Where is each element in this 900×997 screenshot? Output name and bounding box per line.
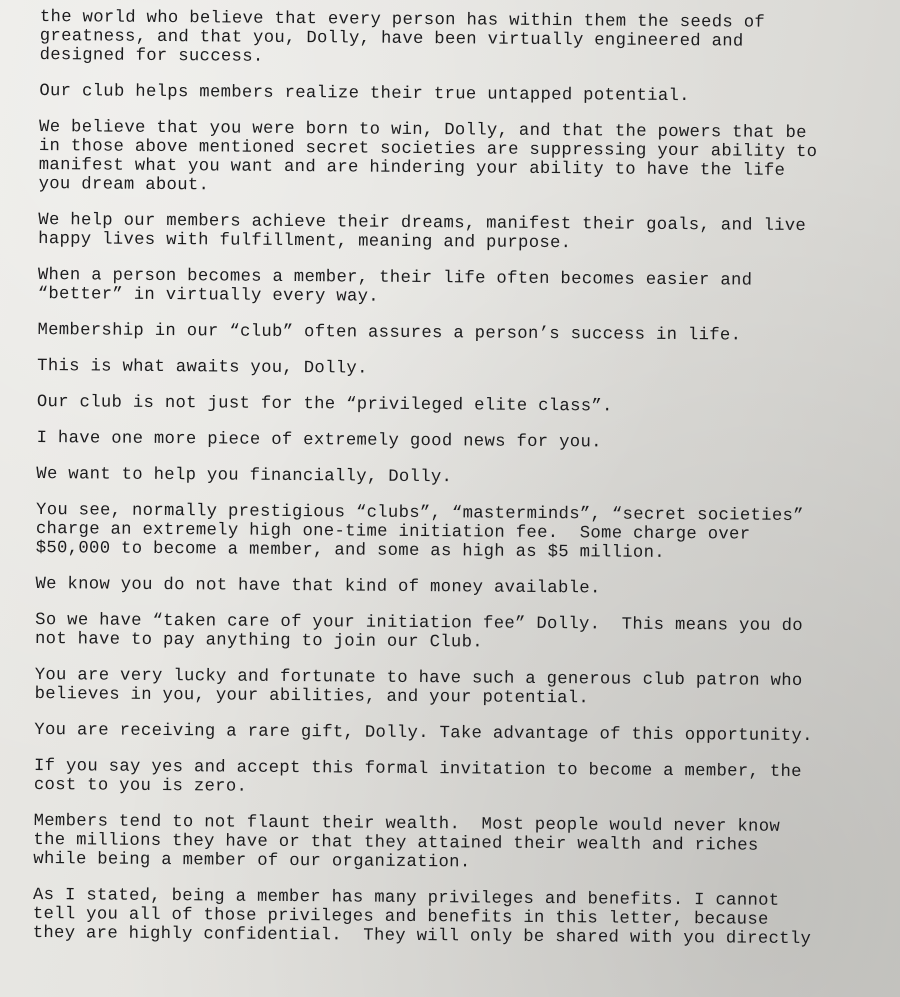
text-line: Our club helps members realize their true untapped potential.	[39, 81, 690, 107]
text-line: you dream about.	[38, 174, 210, 196]
text-line: in those above mentioned secret societies are suppressing your ability to	[38, 136, 818, 163]
letter-paragraph	[33, 886, 900, 950]
text-line: greatness, and that you, Dolly, have been virtually engineered and	[39, 26, 744, 52]
letter-paragraph	[38, 211, 900, 256]
text-line: Members tend to not flaunt their wealth. Most people would never know	[33, 811, 781, 837]
text-line: happy lives with fulfillment, meaning and purpose.	[38, 229, 572, 254]
text-line: Our club is not just for the “privileged elite class”.	[36, 392, 613, 417]
letter-paragraph	[34, 757, 900, 802]
text-line: So we have “taken care of your initiation fee” Dolly. This means you do	[35, 610, 804, 637]
text-line: manifest what you want and are hindering your ability to have the life	[38, 155, 786, 181]
letter-paragraph	[35, 611, 900, 656]
text-line: “better” in virtually every way.	[37, 284, 380, 307]
letter-paragraph	[37, 357, 900, 383]
text-line: When a person becomes a member, their life often becomes easier and	[37, 265, 753, 291]
text-line: If you say yes and accept this formal invitation to become a member, the	[33, 756, 802, 783]
letter-paragraph	[35, 575, 900, 601]
text-line: We know you do not have that kind of money available.	[35, 574, 601, 599]
text-line: the millions they have or that they attained their wealth and riches	[33, 830, 759, 856]
text-line: We believe that you were born to win, Dolly, and that the powers that be	[38, 117, 807, 144]
text-line: We help our members achieve their dreams, manifest their goals, and live	[38, 210, 807, 237]
text-line: I have one more piece of extremely good news for you.	[36, 428, 602, 453]
text-line: cost to you is zero.	[33, 775, 248, 797]
text-line: not have to pay anything to join our Club.	[34, 629, 484, 653]
text-line: tell you all of those privileges and benefits in this letter, because	[32, 904, 769, 930]
text-line: the world who believe that every person has within them the seeds of	[39, 8, 766, 33]
text-line: You see, normally prestigious “clubs”, “masterminds”, “secret societies”	[35, 500, 804, 527]
letter-paragraph	[37, 429, 900, 455]
letter-body	[33, 8, 900, 967]
text-line: You are very lucky and fortunate to have such a generous club patron who	[34, 665, 803, 692]
letter-paragraph	[39, 82, 900, 108]
letter-paragraph	[33, 812, 900, 876]
letter-paragraph	[38, 266, 900, 311]
text-line: As I stated, being a member has many privileges and benefits. I cannot	[32, 885, 780, 911]
text-line: Membership in our “club” often assures a person’s success in life.	[37, 320, 742, 346]
text-line: designed for success.	[39, 45, 264, 67]
text-line: believes in you, your abilities, and your potential.	[34, 684, 590, 709]
letter-paragraph	[35, 666, 900, 711]
letter-paragraph	[36, 501, 900, 565]
text-line: while being a member of our organization.	[33, 849, 471, 873]
text-line: You are receiving a rare gift, Dolly. Take advantage of this opportunity.	[34, 720, 813, 747]
text-line: We want to help you financially, Dolly.	[36, 464, 453, 488]
text-line: This is what awaits you, Dolly.	[37, 356, 368, 379]
text-line: charge an extremely high one-time initiation fee. Some charge over	[35, 519, 751, 545]
letter-paragraph	[37, 321, 900, 347]
letter-paragraph	[37, 393, 900, 419]
letter-paragraph	[34, 721, 900, 747]
letter-paragraph	[39, 118, 900, 201]
letter-paragraph	[36, 465, 900, 491]
text-line: $50,000 to become a member, and some as high as $5 million.	[35, 538, 665, 563]
text-line: they are highly confidential. They will only be shared with you directly	[32, 923, 812, 950]
letter-paragraph	[40, 8, 900, 72]
